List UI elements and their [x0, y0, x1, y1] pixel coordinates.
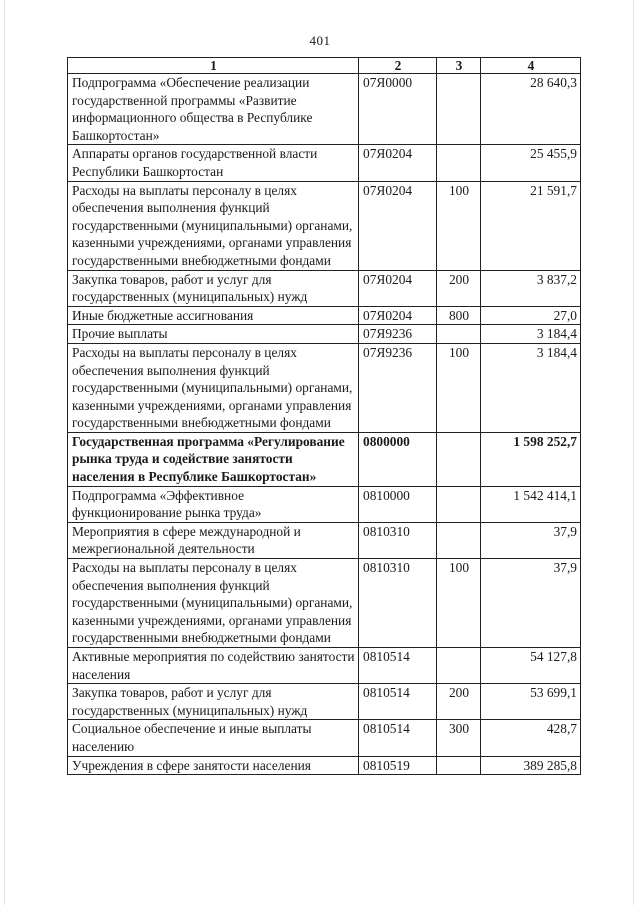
column-header-code: 2 [359, 58, 437, 74]
row-amount-cell: 27,0 [481, 306, 581, 325]
row-name-cell: Подпрограмма «Обеспечение реализации государственной программы «Развитие информационного общества в Республике Башкортостан» [68, 74, 359, 145]
row-kind-cell: 100 [437, 181, 481, 270]
row-amount-cell: 28 640,3 [481, 74, 581, 145]
table-row [68, 559, 581, 648]
scan-edge-left [4, 0, 5, 905]
row-kind-cell [437, 522, 481, 558]
page-number: 401 [309, 33, 331, 48]
table-row [68, 756, 581, 775]
row-amount-cell: 53 699,1 [481, 684, 581, 720]
table-row [68, 325, 581, 344]
row-name-cell: Закупка товаров, работ и услуг для государственных (муниципальных) нужд [68, 270, 359, 306]
row-code-cell: 0810519 [359, 756, 437, 775]
row-name-cell: Подпрограмма «Эффективное функционирование рынка труда» [68, 486, 359, 522]
row-code-cell: 07Я9236 [359, 325, 437, 344]
table-row [68, 486, 581, 522]
row-amount-cell: 37,9 [481, 522, 581, 558]
row-name-cell: Иные бюджетные ассигнования [68, 306, 359, 325]
row-amount-cell: 3 184,4 [481, 343, 581, 432]
row-kind-cell [437, 432, 481, 486]
row-code-cell: 0810310 [359, 559, 437, 648]
table-row [68, 181, 581, 270]
row-code-cell: 0810514 [359, 648, 437, 684]
row-kind-cell: 200 [437, 270, 481, 306]
row-amount-cell: 1 598 252,7 [481, 432, 581, 486]
row-code-cell: 07Я9236 [359, 343, 437, 432]
row-amount-cell: 3 184,4 [481, 325, 581, 344]
row-kind-cell: 100 [437, 343, 481, 432]
row-kind-cell [437, 145, 481, 181]
row-name-cell: Расходы на выплаты персоналу в целях обеспечения выполнения функций государственными (муниципальными) органами, казенными учреждениями, органами управления государственными внебюджетными фондами [68, 559, 359, 648]
row-amount-cell: 21 591,7 [481, 181, 581, 270]
row-amount-cell: 389 285,8 [481, 756, 581, 775]
row-name-cell: Социальное обеспечение и иные выплаты населению [68, 720, 359, 756]
row-kind-cell [437, 648, 481, 684]
row-code-cell: 0810514 [359, 720, 437, 756]
row-name-cell: Закупка товаров, работ и услуг для государственных (муниципальных) нужд [68, 684, 359, 720]
column-header-kind: 3 [437, 58, 481, 74]
row-amount-cell: 25 455,9 [481, 145, 581, 181]
row-amount-cell: 1 542 414,1 [481, 486, 581, 522]
row-kind-cell: 300 [437, 720, 481, 756]
table-row [68, 648, 581, 684]
row-kind-cell: 200 [437, 684, 481, 720]
row-code-cell: 07Я0204 [359, 145, 437, 181]
row-kind-cell: 800 [437, 306, 481, 325]
table-row [68, 145, 581, 181]
row-code-cell: 07Я0204 [359, 270, 437, 306]
row-amount-cell: 428,7 [481, 720, 581, 756]
row-code-cell: 0810000 [359, 486, 437, 522]
row-kind-cell [437, 756, 481, 775]
table-row [68, 684, 581, 720]
table-row [68, 270, 581, 306]
table-row [68, 522, 581, 558]
budget-table [67, 57, 581, 775]
table-body [68, 74, 581, 775]
table-row [68, 720, 581, 756]
column-header-amount: 4 [481, 58, 581, 74]
row-name-cell: Расходы на выплаты персоналу в целях обеспечения выполнения функций государственными (муниципальными) органами, казенными учреждениями, органами управления государственными внебюджетными фондами [68, 343, 359, 432]
row-amount-cell: 54 127,8 [481, 648, 581, 684]
row-name-cell: Государственная программа «Регулирование рынка труда и содействие занятости населения в Республике Башкортостан» [68, 432, 359, 486]
row-amount-cell: 37,9 [481, 559, 581, 648]
table-row [68, 432, 581, 486]
column-header-name: 1 [68, 58, 359, 74]
table-row [68, 343, 581, 432]
row-name-cell: Аппараты органов государственной власти Республики Башкортостан [68, 145, 359, 181]
row-kind-cell [437, 74, 481, 145]
table-row [68, 306, 581, 325]
row-code-cell: 0810310 [359, 522, 437, 558]
row-name-cell: Мероприятия в сфере международной и межрегиональной деятельности [68, 522, 359, 558]
row-code-cell: 0800000 [359, 432, 437, 486]
row-kind-cell: 100 [437, 559, 481, 648]
row-name-cell: Учреждения в сфере занятости населения [68, 756, 359, 775]
scan-edge-right [633, 0, 634, 905]
row-code-cell: 0810514 [359, 684, 437, 720]
table-header-row [68, 58, 581, 74]
row-name-cell: Активные мероприятия по содействию занятости населения [68, 648, 359, 684]
row-code-cell: 07Я0204 [359, 306, 437, 325]
row-amount-cell: 3 837,2 [481, 270, 581, 306]
table-row [68, 74, 581, 145]
row-kind-cell [437, 486, 481, 522]
row-kind-cell [437, 325, 481, 344]
row-name-cell: Расходы на выплаты персоналу в целях обеспечения выполнения функций государственными (муниципальными) органами, казенными учреждениями, органами управления государственными внебюджетными фондами [68, 181, 359, 270]
row-code-cell: 07Я0000 [359, 74, 437, 145]
row-name-cell: Прочие выплаты [68, 325, 359, 344]
row-code-cell: 07Я0204 [359, 181, 437, 270]
